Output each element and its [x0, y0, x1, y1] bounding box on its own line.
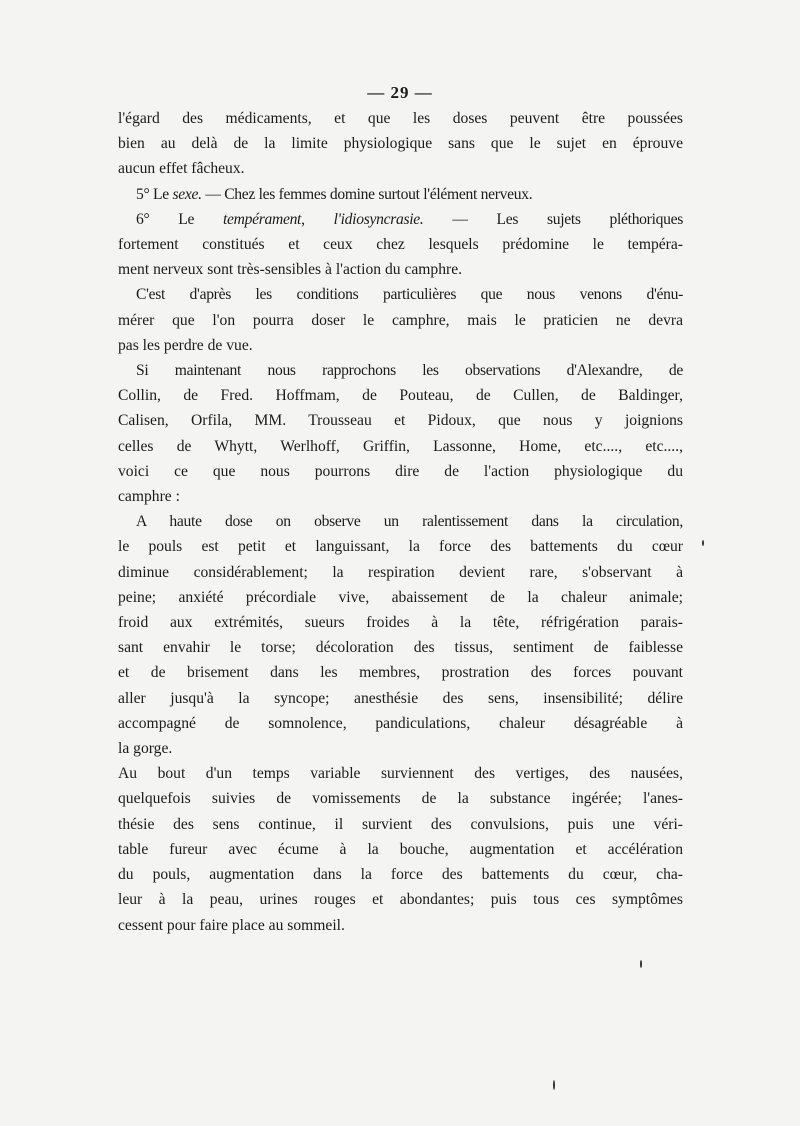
paper-speck — [553, 1080, 555, 1090]
page-number: — 29 — — [367, 83, 433, 102]
text-line: pas les perdre de vue. — [118, 336, 253, 354]
text-line: l'égard des médicaments, et que les doses peuvent être poussées — [118, 110, 683, 127]
text-line: Au bout d'un temps variable surviennent des vertiges, des nausées, — [118, 765, 683, 783]
text-line: 6° Le tempérament, l'idiosyncrasie. — Les sujets pléthoriques — [136, 210, 683, 228]
text-line: leur à la peau, urines rouges et abondantes; puis tous ces symptômes — [118, 891, 683, 909]
text-line: le pouls est petit et languissant, la force des battements du cœur — [118, 538, 683, 556]
page-body-text — [118, 106, 683, 938]
text-line: thésie des sens continue, il survient des convulsions, puis une véri- — [118, 815, 683, 833]
text-line: peine; anxiété précordiale vive, abaissement de la chaleur animale; — [118, 588, 683, 606]
text-line: C'est d'après les conditions particulières que nous venons d'énu- — [136, 286, 683, 304]
text-line: aucun effet fâcheux. — [118, 160, 245, 178]
text-line: diminue considérablement; la respiration devient rare, s'observant à — [118, 563, 683, 581]
text-line: fortement constitués et ceux chez lesquels prédomine le tempéra- — [118, 236, 683, 254]
text-line: la gorge. — [118, 740, 173, 758]
text-line: 5° Le sexe. — Chez les femmes domine surtout l'élément nerveux. — [136, 185, 533, 203]
text-line: A haute dose on observe un ralentissement dans la circulation, — [136, 513, 683, 531]
text-line: accompagné de somnolence, pandiculations, chaleur désagréable à — [118, 714, 683, 732]
text-line: froid aux extrémités, sueurs froides à la tête, réfrigération parais- — [118, 614, 683, 632]
text-line: voici ce que nous pourrons dire de l'action physiologique du — [118, 462, 683, 480]
text-line: ment nerveux sont très-sensibles à l'action du camphre. — [118, 261, 463, 279]
text-line: Calisen, Orfila, MM. Trousseau et Pidoux, que nous y joignions — [118, 412, 683, 430]
text-line: Si maintenant nous rapprochons les observations d'Alexandre, de — [136, 362, 683, 380]
text-line: quelquefois suivies de vomissements de la substance ingérée; l'anes- — [118, 790, 683, 808]
text-line: Collin, de Fred. Hoffmam, de Pouteau, de Cullen, de Baldinger, — [118, 387, 683, 405]
text-line: aller jusqu'à la syncope; anesthésie des sens, insensibilité; délire — [118, 689, 683, 707]
text-line: mérer que l'on pourra doser le camphre, mais le praticien ne devra — [118, 311, 683, 329]
text-line: du pouls, augmentation dans la force des battements du cœur, cha- — [118, 866, 683, 884]
paper-speck — [702, 540, 704, 546]
text-line: sant envahir le torse; décoloration des tissus, sentiment de faiblesse — [118, 639, 683, 657]
text-line: cessent pour faire place au sommeil. — [118, 916, 345, 934]
paper-speck — [640, 960, 642, 968]
text-line: bien au delà de la limite physiologique sans que le sujet en éprouve — [118, 135, 683, 153]
text-line: celles de Whytt, Werlhoff, Griffin, Lassonne, Home, etc...., etc...., — [118, 437, 683, 455]
text-line: et de brisement dans les membres, prostration des forces pouvant — [118, 664, 683, 682]
text-line: table fureur avec écume à la bouche, augmentation et accélération — [118, 840, 683, 858]
text-line: camphre : — [118, 488, 180, 506]
